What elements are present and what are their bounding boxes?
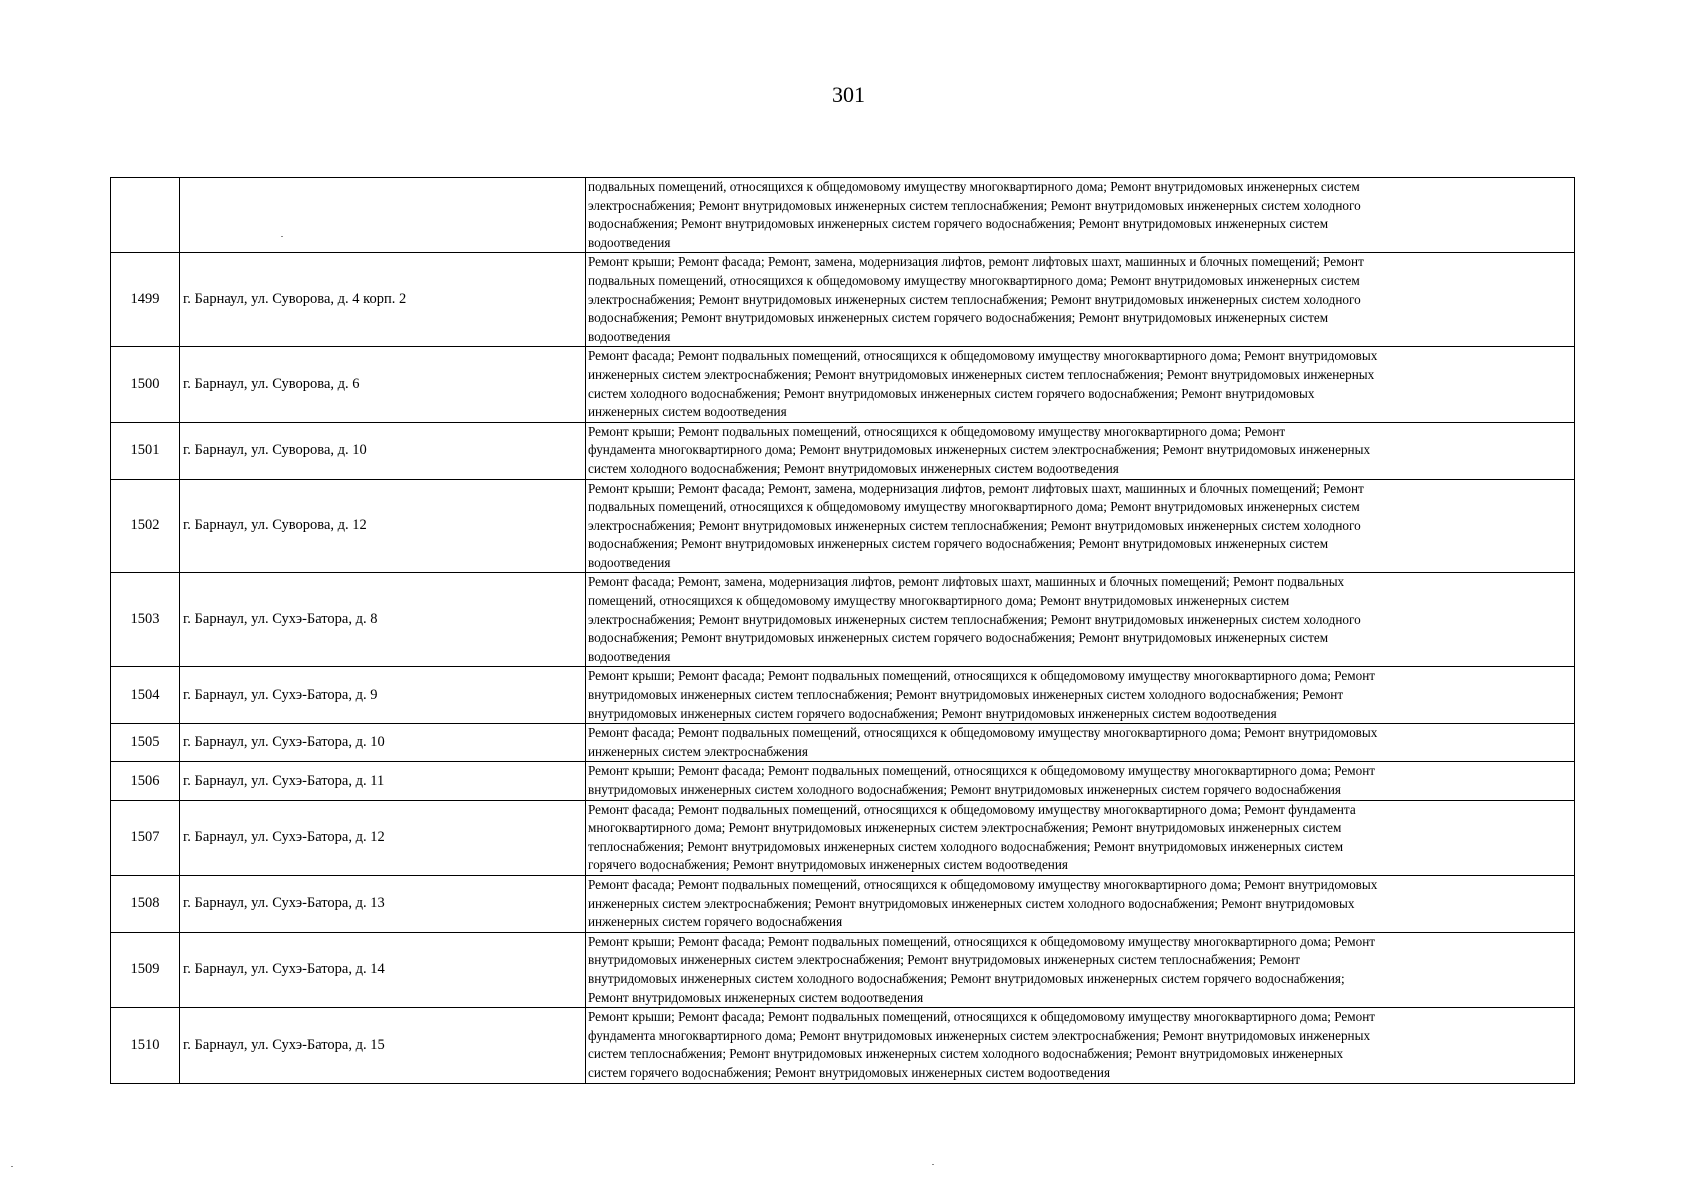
table-row — [111, 1008, 1575, 1083]
works-line: электроснабжения; Ремонт внутридомовых инженерных систем теплоснабжения; Ремонт внутридомовых инженерных систем холодного — [588, 517, 1361, 533]
row-number: 1503 — [111, 573, 180, 667]
address-cell: г. Барнаул, ул. Сухэ-Батора, д. 13 — [180, 875, 586, 932]
works-line: Ремонт крыши; Ремонт фасада; Ремонт подвальных помещений, относящихся к общедомовому имуществу многоквартирного дома; Ремонт — [588, 668, 1376, 684]
address-cell — [180, 178, 586, 253]
table-row — [111, 932, 1575, 1007]
works-cell — [586, 667, 1575, 724]
scan-speck — [11, 1166, 13, 1167]
table-row — [111, 422, 1575, 479]
works-line: электроснабжения; Ремонт внутридомовых инженерных систем теплоснабжения; Ремонт внутридомовых инженерных систем холодного — [588, 291, 1361, 307]
address-cell: г. Барнаул, ул. Суворова, д. 10 — [180, 422, 586, 479]
row-number: 1510 — [111, 1008, 180, 1083]
works-line: систем холодного водоснабжения; Ремонт внутридомовых инженерных систем горячего водоснабжения; Ремонт внутридомовых — [588, 385, 1315, 401]
table-row — [111, 762, 1575, 800]
row-number: 1500 — [111, 347, 180, 422]
address-cell: г. Барнаул, ул. Суворова, д. 4 корп. 2 — [180, 253, 586, 347]
row-number: 1508 — [111, 875, 180, 932]
table-row — [111, 479, 1575, 573]
works-line: инженерных систем горячего водоснабжения — [588, 914, 843, 930]
works-line: систем теплоснабжения; Ремонт внутридомовых инженерных систем холодного водоснабжения; Ремонт внутридомовых инженерных — [588, 1046, 1344, 1062]
works-cell — [586, 724, 1575, 762]
address-cell: г. Барнаул, ул. Сухэ-Батора, д. 11 — [180, 762, 586, 800]
row-number: 1509 — [111, 932, 180, 1007]
row-number: 1499 — [111, 253, 180, 347]
works-line: Ремонт фасада; Ремонт подвальных помещений, относящихся к общедомовому имуществу многоквартирного дома; Ремонт внутридомовых — [588, 348, 1378, 364]
scan-speck — [281, 236, 283, 237]
row-number: 1505 — [111, 724, 180, 762]
works-line: водоснабжения; Ремонт внутридомовых инженерных систем горячего водоснабжения; Ремонт внутридомовых инженерных систем — [588, 216, 1329, 232]
table-row — [111, 667, 1575, 724]
works-line: инженерных систем электроснабжения; Ремонт внутридомовых инженерных систем теплоснабжения; Ремонт внутридомовых инженерных — [588, 366, 1375, 382]
works-line: фундамента многоквартирного дома; Ремонт внутридомовых инженерных систем электроснабжения; Ремонт внутридомовых инженерных — [588, 1027, 1371, 1043]
works-line: подвальных помещений, относящихся к общедомовому имуществу многоквартирного дома; Ремонт внутридомовых инженерных систем — [588, 179, 1360, 194]
row-number: 1507 — [111, 800, 180, 875]
works-cell — [586, 1008, 1575, 1083]
works-cell — [586, 800, 1575, 875]
works-line: инженерных систем водоотведения — [588, 404, 787, 420]
works-line: Ремонт фасада; Ремонт подвальных помещений, относящихся к общедомовому имуществу многоквартирного дома; Ремонт внутридомовых — [588, 876, 1378, 892]
works-line: Ремонт фасада; Ремонт подвальных помещений, относящихся к общедомовому имуществу многоквартирного дома; Ремонт фундамента — [588, 801, 1356, 817]
works-line: водоснабжения; Ремонт внутридомовых инженерных систем горячего водоснабжения; Ремонт внутридомовых инженерных систем — [588, 630, 1329, 646]
table-row — [111, 347, 1575, 422]
works-cell — [586, 573, 1575, 667]
works-line: водоснабжения; Ремонт внутридомовых инженерных систем горячего водоснабжения; Ремонт внутридомовых инженерных систем — [588, 536, 1329, 552]
works-cell — [586, 178, 1575, 253]
works-line: водоотведения — [588, 234, 671, 250]
works-line: внутридомовых инженерных систем теплоснабжения; Ремонт внутридомовых инженерных систем холодного водоснабжения; Ремонт — [588, 687, 1344, 703]
address-cell: г. Барнаул, ул. Сухэ-Батора, д. 14 — [180, 932, 586, 1007]
address-cell: г. Барнаул, ул. Сухэ-Батора, д. 10 — [180, 724, 586, 762]
works-line: Ремонт крыши; Ремонт фасада; Ремонт подвальных помещений, относящихся к общедомовому имуществу многоквартирного дома; Ремонт — [588, 933, 1376, 949]
table-row — [111, 178, 1575, 253]
table-row — [111, 573, 1575, 667]
works-cell — [586, 347, 1575, 422]
works-line: водоотведения — [588, 648, 671, 664]
works-line: горячего водоснабжения; Ремонт внутридомовых инженерных систем водоотведения — [588, 857, 1068, 873]
works-line: внутридомовых инженерных систем холодного водоснабжения; Ремонт внутридомовых инженерных систем горячего водоснабжения — [588, 782, 1341, 797]
works-cell — [586, 479, 1575, 573]
works-line: систем горячего водоснабжения; Ремонт внутридомовых инженерных систем водоотведения — [588, 1064, 1111, 1080]
row-number — [111, 178, 180, 253]
table-row — [111, 875, 1575, 932]
works-line: Ремонт фасада; Ремонт, замена, модернизация лифтов, ремонт лифтовых шахт, машинных и блочных помещений; Ремонт подвальных — [588, 574, 1345, 590]
works-line: Ремонт внутридомовых инженерных систем водоотведения — [588, 989, 924, 1005]
address-cell: г. Барнаул, ул. Сухэ-Батора, д. 8 — [180, 573, 586, 667]
works-line: внутридомовых инженерных систем горячего водоснабжения; Ремонт внутридомовых инженерных систем водоотведения — [588, 705, 1277, 721]
works-line: инженерных систем электроснабжения; Ремонт внутридомовых инженерных систем холодного водоснабжения; Ремонт внутридомовых — [588, 895, 1355, 911]
repair-works-table — [110, 177, 1575, 1084]
works-line: Ремонт крыши; Ремонт фасада; Ремонт, замена, модернизация лифтов, ремонт лифтовых шахт, машинных и блочных помещений; Ремонт — [588, 254, 1364, 270]
works-line: Ремонт фасада; Ремонт подвальных помещений, относящихся к общедомовому имуществу многоквартирного дома; Ремонт внутридомовых — [588, 725, 1378, 741]
works-line: внутридомовых инженерных систем электроснабжения; Ремонт внутридомовых инженерных систем теплоснабжения; Ремонт — [588, 952, 1301, 968]
table-row — [111, 800, 1575, 875]
page-number: 301 — [832, 82, 865, 107]
address-cell: г. Барнаул, ул. Суворова, д. 12 — [180, 479, 586, 573]
row-number: 1506 — [111, 762, 180, 800]
address-cell: г. Барнаул, ул. Сухэ-Батора, д. 9 — [180, 667, 586, 724]
works-line: Ремонт крыши; Ремонт фасада; Ремонт подвальных помещений, относящихся к общедомовому имуществу многоквартирного дома; Ремонт — [588, 763, 1376, 779]
works-cell — [586, 875, 1575, 932]
works-line: подвальных помещений, относящихся к общедомовому имуществу многоквартирного дома; Ремонт внутридомовых инженерных систем — [588, 272, 1360, 288]
row-number: 1501 — [111, 422, 180, 479]
works-line: электроснабжения; Ремонт внутридомовых инженерных систем теплоснабжения; Ремонт внутридомовых инженерных систем холодного — [588, 611, 1361, 627]
works-cell — [586, 932, 1575, 1007]
table-row — [111, 253, 1575, 347]
address-cell: г. Барнаул, ул. Сухэ-Батора, д. 15 — [180, 1008, 586, 1083]
address-cell: г. Барнаул, ул. Суворова, д. 6 — [180, 347, 586, 422]
table-row — [111, 724, 1575, 762]
row-number: 1502 — [111, 479, 180, 573]
works-line: систем холодного водоснабжения; Ремонт внутридомовых инженерных систем водоотведения — [588, 460, 1119, 476]
works-line: электроснабжения; Ремонт внутридомовых инженерных систем теплоснабжения; Ремонт внутридомовых инженерных систем холодного — [588, 197, 1361, 213]
address-cell: г. Барнаул, ул. Сухэ-Батора, д. 12 — [180, 800, 586, 875]
works-line: подвальных помещений, относящихся к общедомовому имуществу многоквартирного дома; Ремонт внутридомовых инженерных систем — [588, 499, 1360, 515]
works-line: водоотведения — [588, 554, 671, 570]
scan-speck — [932, 1164, 934, 1165]
row-number: 1504 — [111, 667, 180, 724]
works-cell — [586, 253, 1575, 347]
works-line: фундамента многоквартирного дома; Ремонт внутридомовых инженерных систем электроснабжения; Ремонт внутридомовых инженерных — [588, 442, 1371, 458]
works-line: водоотведения — [588, 328, 671, 344]
works-line: теплоснабжения; Ремонт внутридомовых инженерных систем холодного водоснабжения; Ремонт внутридомовых инженерных систем — [588, 838, 1344, 854]
works-cell — [586, 422, 1575, 479]
works-line: Ремонт крыши; Ремонт подвальных помещений, относящихся к общедомовому имуществу многоквартирного дома; Ремонт — [588, 423, 1286, 439]
table-body — [111, 178, 1575, 1084]
works-line: помещений, относящихся к общедомовому имуществу многоквартирного дома; Ремонт внутридомовых инженерных систем — [588, 593, 1290, 609]
works-line: инженерных систем электроснабжения — [588, 743, 808, 759]
works-line: Ремонт крыши; Ремонт фасада; Ремонт подвальных помещений, относящихся к общедомовому имуществу многоквартирного дома; Ремонт — [588, 1009, 1376, 1025]
works-line: внутридомовых инженерных систем холодного водоснабжения; Ремонт внутридомовых инженерных систем горячего водоснабжения; — [588, 970, 1345, 986]
works-line: Ремонт крыши; Ремонт фасада; Ремонт, замена, модернизация лифтов, ремонт лифтовых шахт, машинных и блочных помещений; Ремонт — [588, 480, 1364, 496]
works-line: водоснабжения; Ремонт внутридомовых инженерных систем горячего водоснабжения; Ремонт внутридомовых инженерных систем — [588, 310, 1329, 326]
works-cell — [586, 762, 1575, 800]
works-line: многоквартирного дома; Ремонт внутридомовых инженерных систем электроснабжения; Ремонт внутридомовых инженерных систем — [588, 820, 1342, 836]
